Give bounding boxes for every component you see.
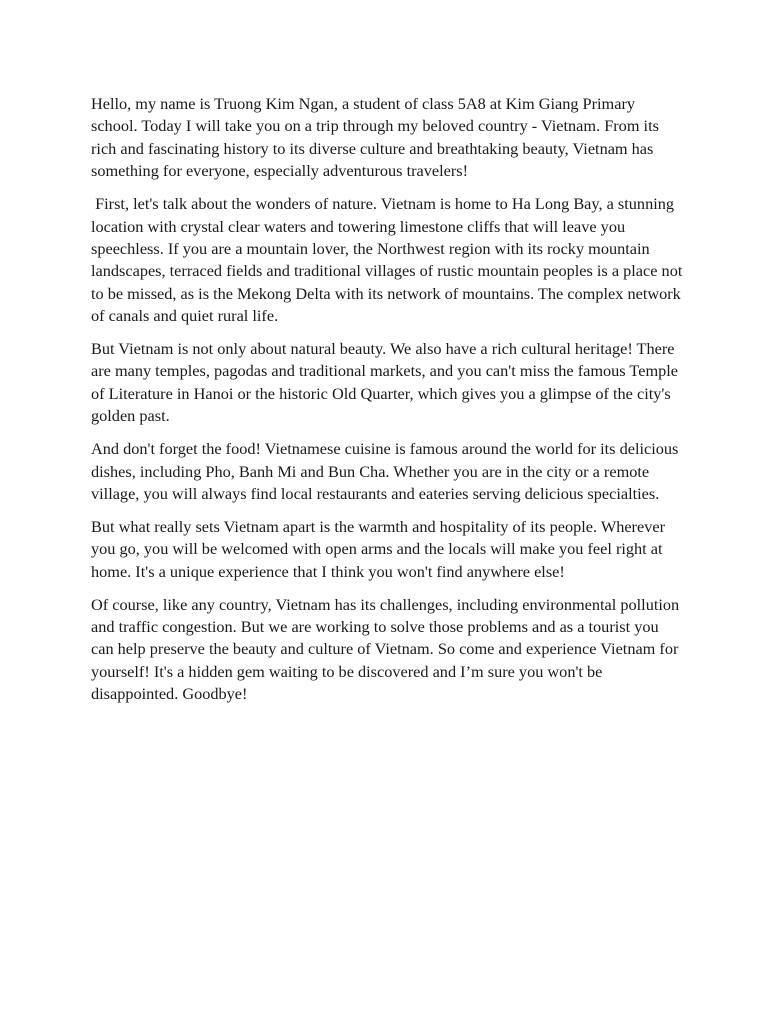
paragraph-culture: But Vietnam is not only about natural beauty. We also have a rich cultural heritage! There are many temples, pagodas and traditional markets, and you can't miss the famous Temple of Literature in Hanoi or the historic Old Quarter, which gives you a glimpse of the city's golden past.	[91, 339, 683, 426]
paragraph-nature: First, let's talk about the wonders of nature. Vietnam is home to Ha Long Bay, a stunning location with crystal clear waters and towering limestone cliffs that will leave you speechless. If you are a mountain lover, the Northwest region with its rocky mountain landscapes, terraced fields and traditional villages of rustic mountain peoples is a place not to be missed, as is the Mekong Delta with its network of mountains. The complex network of canals and quiet rural life.	[91, 194, 687, 326]
paragraph-hospitality: But what really sets Vietnam apart is the warmth and hospitality of its people. Wherever you go, you will be welcomed with open arms and the locals will make you feel right at home. It's a unique experience that I think you won't find anywhere else!	[91, 516, 670, 581]
paragraph-food: And don't forget the food! Vietnamese cuisine is famous around the world for its delicious dishes, including Pho, Banh Mi and Bun Cha. Whether you are in the city or a remote village, you will always find local restaurants and eateries serving delicious specialties.	[91, 439, 683, 503]
document-body	[91, 93, 687, 716]
paragraph-introduction: Hello, my name is Truong Kim Ngan, a student of class 5A8 at Kim Giang Primary school. Today I will take you on a trip through my beloved country - Vietnam. From its rich and fascinating history to its diverse culture and breathtaking beauty, Vietnam has something for everyone, especially adventurous travelers!	[91, 94, 664, 181]
paragraph-conclusion: Of course, like any country, Vietnam has its challenges, including environmental pollution and traffic congestion. But we are working to solve those problems and as a tourist you can help preserve the beauty and culture of Vietnam. So come and experience Vietnam for yourself! It's a hidden gem waiting to be discovered and I’m sure you won't be disappointed. Goodbye!	[91, 594, 684, 704]
